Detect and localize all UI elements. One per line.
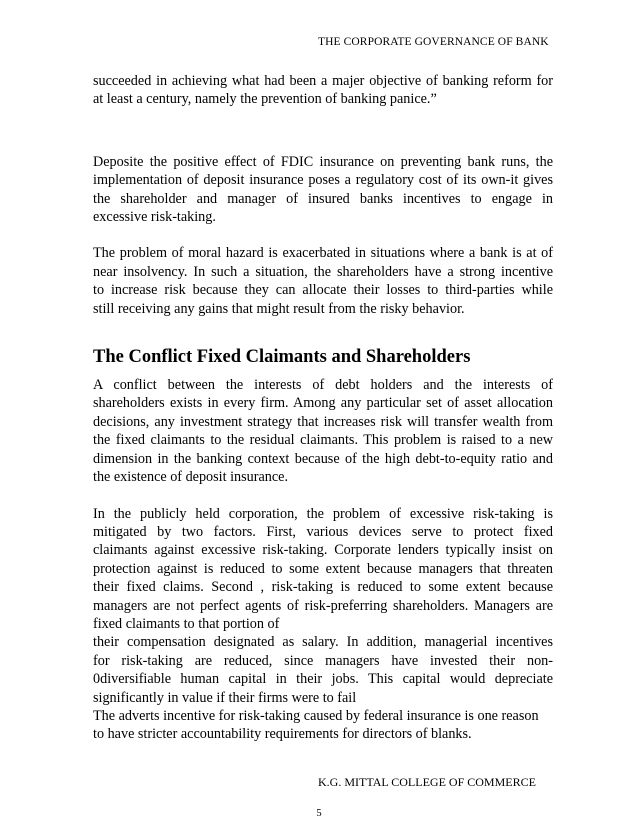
paragraph-fdic [93, 153, 553, 227]
paragraph-publicly-held [93, 505, 553, 744]
text-line: Deposite the positive effect of FDIC insurance on preventing bank runs, the [93, 153, 553, 170]
text-line: implementation of deposit insurance poses a regulatory cost of its own-it gives [93, 172, 553, 189]
footer-college: K.G. MITTAL COLLEGE OF COMMERCE [318, 775, 536, 789]
text-line: for risk-taking are reduced, since managers have invested their non- [93, 652, 553, 669]
paragraph-moral-hazard [93, 244, 553, 318]
text-line: the existence of deposit insurance. [93, 469, 289, 486]
paragraph-conflict [93, 376, 553, 486]
text-line: to have stricter accountability requirements for directors of blanks. [93, 726, 472, 743]
text-line: The problem of moral hazard is exacerbated in situations where a bank is at of [93, 245, 553, 262]
text-line: dimension in the banking context because of the high debt-to-equity ratio and [93, 450, 553, 467]
text-line: In the publicly held corporation, the problem of excessive risk-taking is [93, 505, 553, 522]
section-heading: The Conflict Fixed Claimants and Shareholders [93, 347, 471, 368]
text-line: their compensation designated as salary. In addition, managerial incentives [93, 634, 553, 651]
page-body [93, 72, 553, 744]
page-number: 5 [316, 808, 322, 819]
text-line: 0diversifiable human capital in their jobs. This capital would depreciate [93, 671, 553, 688]
text-line: shareholders exists in every firm. Among any particular set of asset allocation [93, 395, 553, 412]
text-line: at least a century, namely the prevention of banking panice.” [93, 91, 437, 108]
text-line: the fixed claimants to the residual claimants. This problem is raised to a new [93, 432, 553, 449]
text-line: protection against is reduced to some extent because managers that threaten [93, 560, 553, 577]
text-line: still receiving any gains that might result from the risky behavior. [93, 300, 465, 317]
running-header: THE CORPORATE GOVERNANCE OF BANK [318, 36, 549, 48]
text-line: their fixed claims. Second , risk-taking is reduced to some extent because [93, 579, 553, 596]
text-line: mitigated by two factors. First, various devices serve to protect fixed [93, 523, 553, 540]
text-line: The adverts incentive for risk-taking caused by federal insurance is one reason [93, 707, 539, 724]
text-line: managers are not perfect agents of risk-preferring shareholders. Managers are [93, 597, 553, 614]
text-line: claimants against excessive risk-taking. Corporate lenders typically insist on [93, 542, 553, 559]
text-line: decisions, any investment strategy that increases risk will transfer wealth from [93, 413, 553, 430]
text-line: the shareholder and manager of insured banks incentives to engage in [93, 190, 553, 207]
text-line: fixed claimants to that portion of [93, 615, 280, 632]
text-line: significantly in value if their firms were to fail [93, 689, 357, 706]
text-line: near insolvency. In such a situation, the shareholders have a strong incentive [93, 263, 553, 280]
text-line: to increase risk because they can allocate their losses to third-parties while [93, 282, 553, 299]
text-line: succeeded in achieving what had been a majer objective of banking reform for [93, 73, 553, 89]
paragraph-continuation [93, 72, 553, 109]
text-line: excessive risk-taking. [93, 209, 216, 226]
text-line: A conflict between the interests of debt holders and the interests of [93, 377, 553, 394]
